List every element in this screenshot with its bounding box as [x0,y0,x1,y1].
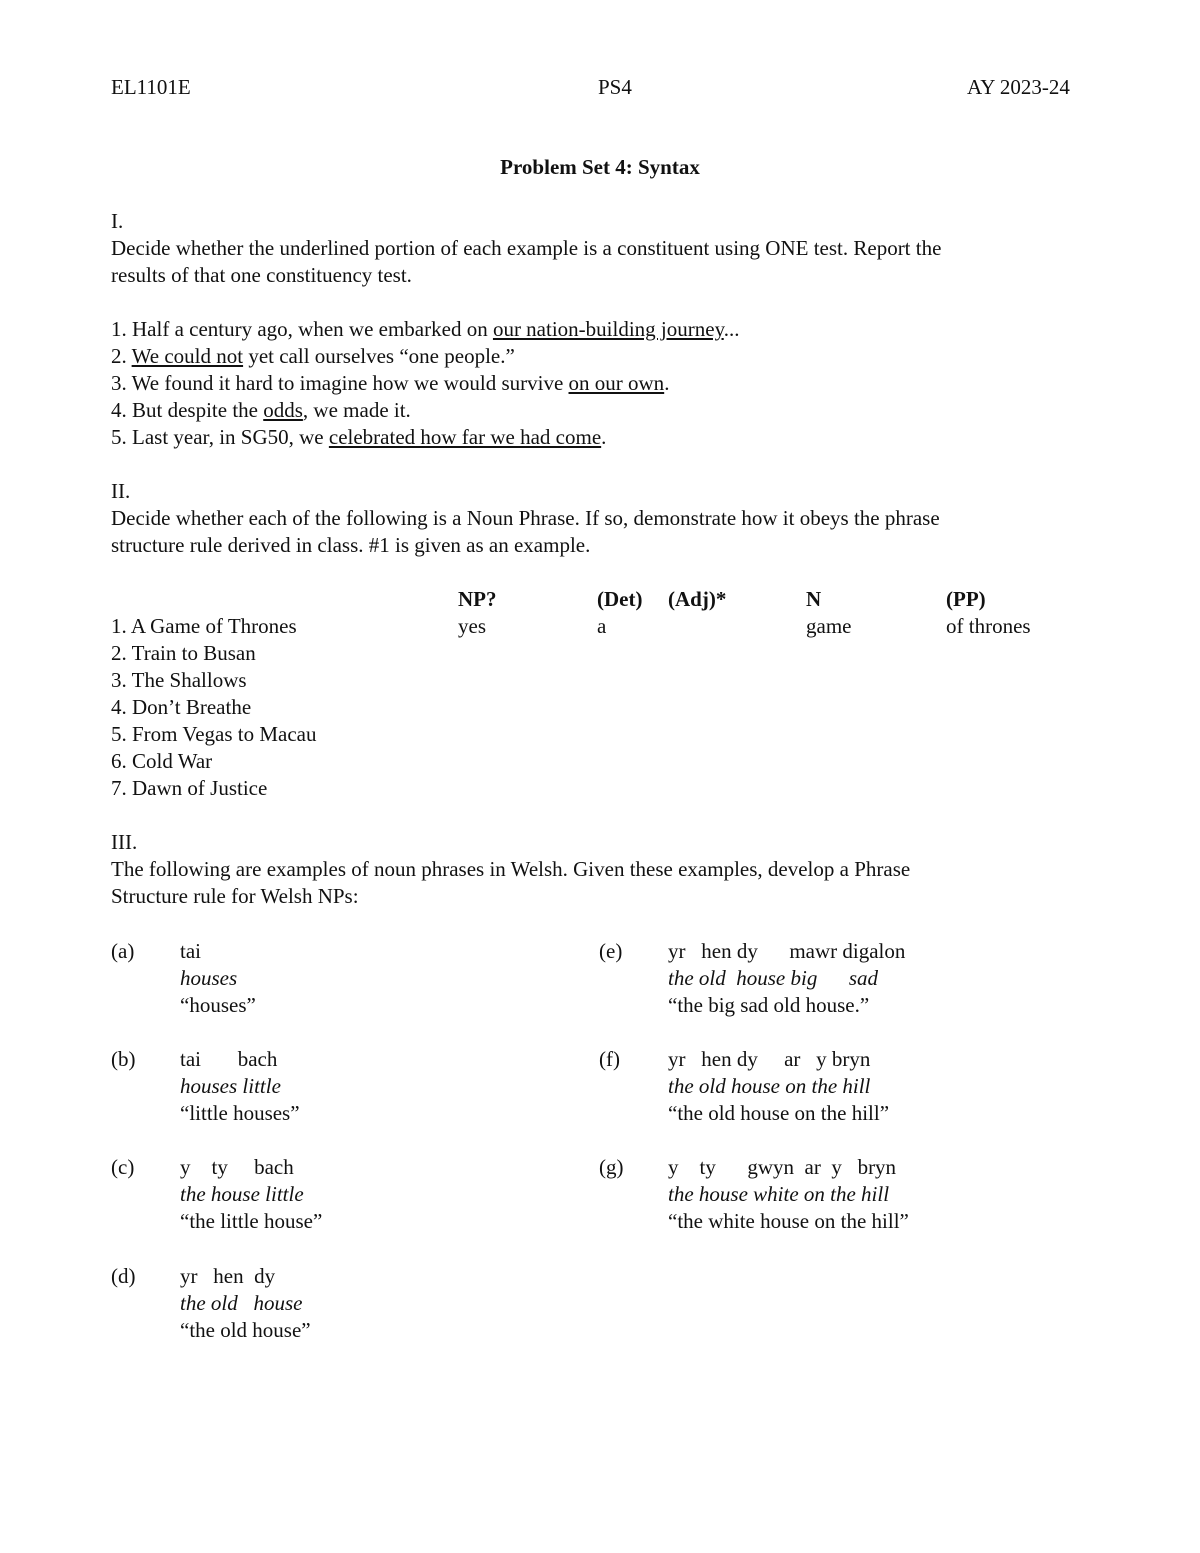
section-3 [111,829,1071,910]
gloss-text: the old house big sad [668,966,878,990]
underlined-portion: on our own [568,371,665,395]
list-item: 1. Half a century ago, when we embarked on our nation-building journey... [111,317,740,341]
section-1-numeral: I. [111,209,124,233]
list-item: 5. Last year, in SG50, we celebrated how far we had come. [111,425,607,449]
underlined-portion: odds [263,398,303,422]
section-3-instructions-line: The following are examples of noun phrases in Welsh. Given these examples, develop a Phrase [111,857,911,881]
list-item: 2. Train to Busan [111,641,256,665]
list-item: 4. Don’t Breathe [111,695,252,719]
section-2 [111,478,1071,559]
table-header-pp: (PP) [946,587,986,611]
underlined-portion: We could not [131,344,244,368]
translation-text: “houses” [180,993,256,1017]
section-3-numeral: III. [111,830,138,854]
gloss-text: the old house on the hill [668,1074,871,1098]
gloss-text: the house little [180,1182,304,1206]
list-item: 4. But despite the odds, we made it. [111,398,411,422]
example-det-value: a [597,614,607,638]
section-1 [111,208,1071,451]
example-pp-value: of thrones [946,614,1031,638]
underlined-portion: celebrated how far we had come [328,425,602,449]
list-item: 6. Cold War [111,749,213,773]
section-1-instructions-line: results of that one constituency test. [111,263,412,287]
section-1-instructions-line: Decide whether the underlined portion of each example is a constituent using ONE test. Report the [111,236,942,260]
example-label: (c) [111,1155,135,1179]
gloss-text: the house white on the hill [668,1182,890,1206]
gloss-text: houses [180,966,238,990]
table-header-np: NP? [458,587,497,611]
table-header-adj: (Adj)* [668,587,727,611]
header-academic-year: AY 2023-24 [967,75,1070,99]
example-n-value: game [806,614,852,638]
translation-text: “the white house on the hill” [668,1209,909,1233]
underlined-portion: our nation-building journey [492,317,724,341]
example-label: (a) [111,939,135,963]
table-header-det: (Det) [597,587,643,611]
header-course-code: EL1101E [111,75,191,99]
example-label: (g) [599,1155,624,1179]
welsh-text: y ty gwyn ar y bryn [668,1155,897,1179]
welsh-text: yr hen dy [180,1264,276,1288]
translation-text: “little houses” [180,1101,300,1125]
welsh-text: tai bach [180,1047,278,1071]
page-title: Problem Set 4: Syntax [500,155,700,179]
list-item: 7. Dawn of Justice [111,776,268,800]
np-item-list [111,613,1071,802]
section-2-numeral: II. [111,479,131,503]
translation-text: “the old house on the hill” [668,1101,890,1125]
list-item: 5. From Vegas to Macau [111,722,317,746]
header-problem-set: PS4 [598,75,632,99]
translation-text: “the little house” [180,1209,323,1233]
welsh-text: tai [180,939,201,963]
list-item: 2. We could not yet call ourselves “one people.” [111,344,515,368]
section-3-instructions-line: Structure rule for Welsh NPs: [111,884,359,908]
section-2-instructions-line: structure rule derived in class. #1 is given as an example. [111,533,591,557]
example-label: (e) [599,939,623,963]
table-header-n: N [806,587,822,611]
example-label: (d) [111,1264,136,1288]
example-np-value: yes [458,614,486,638]
list-item: 3. The Shallows [111,668,247,692]
welsh-text: yr hen dy mawr digalon [668,939,906,963]
section-2-instructions-line: Decide whether each of the following is a Noun Phrase. If so, demonstrate how it obeys the phrase [111,506,940,530]
welsh-text: yr hen dy ar y bryn [668,1047,871,1071]
translation-text: “the old house” [180,1318,311,1342]
translation-text: “the big sad old house.” [668,993,870,1017]
list-item: 1. A Game of Thrones [111,614,297,638]
gloss-text: houses little [180,1074,281,1098]
list-item: 3. We found it hard to imagine how we would survive on our own. [111,371,670,395]
gloss-text: the old house [180,1291,303,1315]
example-label: (b) [111,1047,136,1071]
welsh-text: y ty bach [180,1155,294,1179]
example-label: (f) [599,1047,620,1071]
